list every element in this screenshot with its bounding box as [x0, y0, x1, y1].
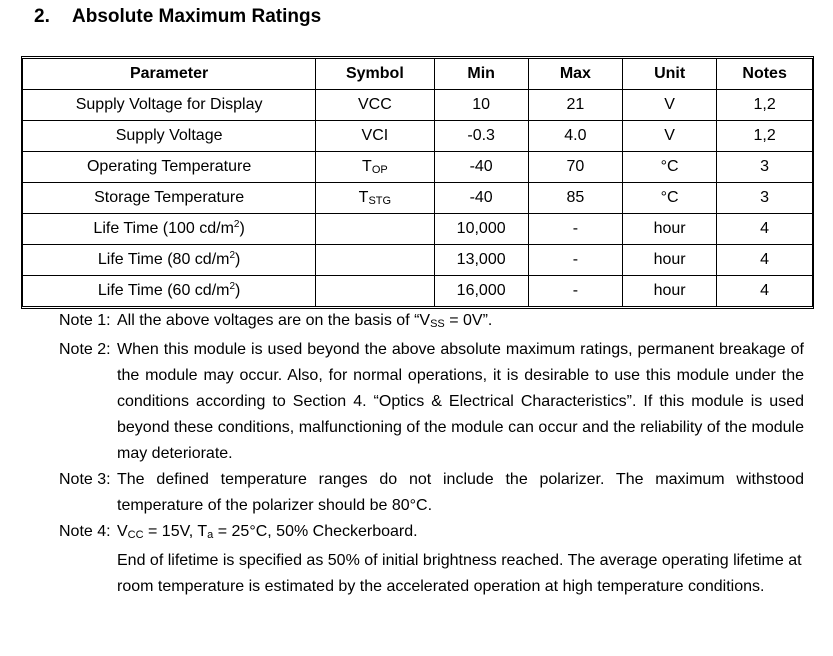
ratings-table	[23, 59, 812, 306]
symbol-subscript: OP	[371, 164, 388, 176]
cell-min: -0.3	[434, 121, 528, 152]
symbol-base: T	[358, 189, 369, 206]
param-text-end: )	[235, 282, 241, 299]
table-row	[23, 152, 812, 183]
cell-unit: hour	[623, 276, 717, 307]
cell-max: -	[528, 276, 622, 307]
cell-symbol: VCC	[316, 90, 434, 121]
note-body: The defined temperature ranges do not include the polarizer. The maximum withstood temperature of the polarizer should be 80°C.	[117, 471, 804, 514]
note-text: All the above voltages are on the basis of “V	[117, 312, 431, 329]
section-title: Absolute Maximum Ratings	[72, 6, 322, 27]
note-3	[59, 467, 804, 519]
param-superscript: 2	[229, 281, 236, 292]
note-subscript: a	[207, 529, 214, 541]
table-row	[23, 214, 812, 245]
cell-max: 4.0	[528, 121, 622, 152]
cell-parameter: Supply Voltage	[23, 121, 316, 152]
note-1	[59, 308, 804, 337]
cell-notes: 1,2	[717, 121, 812, 152]
note-label: Note 2:	[59, 341, 111, 358]
col-header-parameter: Parameter	[23, 59, 316, 90]
notes-section	[59, 308, 804, 600]
cell-parameter	[23, 214, 316, 245]
note-body	[117, 519, 804, 600]
table-header-row	[23, 59, 812, 90]
note-4-line1	[117, 523, 418, 540]
cell-symbol	[316, 152, 434, 183]
param-superscript: 2	[233, 219, 240, 230]
note-2	[59, 337, 804, 467]
col-header-min: Min	[434, 59, 528, 90]
cell-max: -	[528, 214, 622, 245]
cell-symbol	[316, 183, 434, 214]
cell-max: 21	[528, 90, 622, 121]
symbol-subscript: STG	[368, 195, 392, 207]
col-header-symbol: Symbol	[316, 59, 434, 90]
col-header-unit: Unit	[623, 59, 717, 90]
cell-notes: 1,2	[717, 90, 812, 121]
cell-unit: V	[623, 90, 717, 121]
cell-notes: 4	[717, 214, 812, 245]
param-text: Life Time (60 cd/m	[97, 282, 230, 299]
cell-parameter	[23, 276, 316, 307]
cell-unit: hour	[623, 214, 717, 245]
note-body: When this module is used beyond the above absolute maximum ratings, permanent breakage of the module may occur. Also, for normal operations, it is desirable to use this module under the conditions according to Section 4. “Optics & Electrical Characteristics”. If this module is used beyond these conditions, malfunctioning of the module can occur and the reliability of the module may deteriorate.	[117, 341, 804, 462]
cell-min: 10	[434, 90, 528, 121]
param-text: Life Time (80 cd/m	[97, 251, 230, 268]
table-row	[23, 276, 812, 307]
note-label: Note 4:	[59, 523, 111, 540]
note-text-end: = 0V”.	[444, 312, 493, 329]
cell-notes: 4	[717, 245, 812, 276]
cell-min: 13,000	[434, 245, 528, 276]
ratings-table-frame	[21, 56, 814, 309]
cell-symbol	[316, 276, 434, 307]
table-row	[23, 245, 812, 276]
section-number: 2.	[34, 6, 50, 27]
cell-symbol	[316, 245, 434, 276]
cell-parameter: Storage Temperature	[23, 183, 316, 214]
cell-notes: 3	[717, 152, 812, 183]
note-4-line2: End of lifetime is specified as 50% of initial brightness reached. The average operating lifetime at room temperature is estimated by the accelerated operation at high temperature conditions.	[117, 552, 802, 595]
param-superscript: 2	[229, 250, 236, 261]
col-header-notes: Notes	[717, 59, 812, 90]
cell-symbol: VCI	[316, 121, 434, 152]
note-subscript: CC	[127, 529, 144, 541]
param-text-end: )	[239, 220, 245, 237]
cell-parameter: Operating Temperature	[23, 152, 316, 183]
cell-parameter	[23, 245, 316, 276]
section-heading	[34, 6, 321, 28]
note-subscript: SS	[430, 318, 445, 330]
symbol-base: T	[362, 158, 372, 175]
note-text: V	[117, 523, 128, 540]
cell-unit: °C	[623, 183, 717, 214]
cell-min: -40	[434, 152, 528, 183]
cell-unit: V	[623, 121, 717, 152]
col-header-max: Max	[528, 59, 622, 90]
note-4	[59, 519, 804, 600]
table-row	[23, 121, 812, 152]
note-label: Note 1:	[59, 312, 111, 329]
cell-max: -	[528, 245, 622, 276]
cell-min: -40	[434, 183, 528, 214]
table-row	[23, 183, 812, 214]
param-text: Life Time (100 cd/m	[93, 220, 234, 237]
cell-notes: 3	[717, 183, 812, 214]
param-text-end: )	[235, 251, 241, 268]
cell-parameter: Supply Voltage for Display	[23, 90, 316, 121]
note-text: = 15V, T	[143, 523, 208, 540]
cell-notes: 4	[717, 276, 812, 307]
cell-max: 70	[528, 152, 622, 183]
cell-unit: hour	[623, 245, 717, 276]
table-row	[23, 90, 812, 121]
note-text: = 25°C, 50% Checkerboard.	[213, 523, 418, 540]
cell-symbol	[316, 214, 434, 245]
cell-min: 16,000	[434, 276, 528, 307]
note-body	[117, 308, 804, 337]
note-label: Note 3:	[59, 471, 111, 488]
cell-max: 85	[528, 183, 622, 214]
cell-min: 10,000	[434, 214, 528, 245]
cell-unit: °C	[623, 152, 717, 183]
